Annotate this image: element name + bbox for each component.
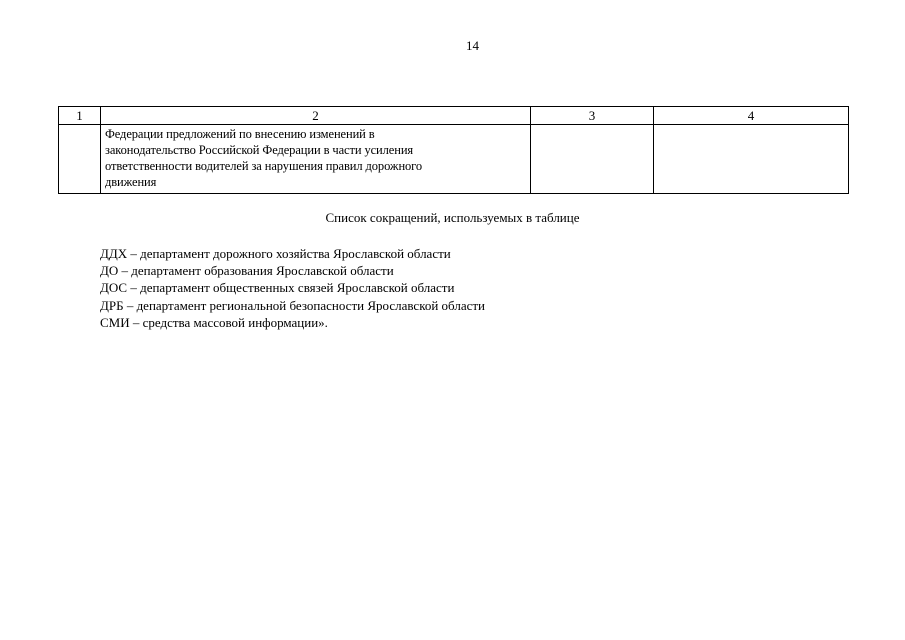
column-header: 3 xyxy=(531,107,654,125)
column-header: 2 xyxy=(101,107,531,125)
column-header: 4 xyxy=(654,107,849,125)
table-cell xyxy=(654,125,849,194)
abbreviation-item: ДДХ – департамент дорожного хозяйства Ярославской области xyxy=(100,246,451,261)
table-header-row xyxy=(59,107,849,125)
abbreviations-title: Список сокращений, используемых в таблице xyxy=(325,210,580,225)
column-header: 1 xyxy=(59,107,101,125)
table-cell xyxy=(101,125,531,194)
abbreviations-list xyxy=(100,245,485,331)
table-cell xyxy=(59,125,101,194)
cell-text xyxy=(654,125,848,126)
abbreviation-item: ДО – департамент образования Ярославской области xyxy=(100,263,394,279)
cell-text xyxy=(531,125,653,126)
table-row xyxy=(59,125,849,194)
abbreviation-item: ДРБ – департамент региональной безопасности Ярославской области xyxy=(100,297,486,313)
table-cell xyxy=(531,125,654,194)
measures-table xyxy=(58,106,849,194)
page-number: 14 xyxy=(466,38,479,53)
abbreviation-item: ДОС – департамент общественных связей Ярославской области xyxy=(100,280,455,296)
abbreviation-item: СМИ – средства массовой информации». xyxy=(100,314,328,330)
cell-text xyxy=(59,125,100,126)
cell-text: Федерации предложений по внесению изменений в законодательство Российской Федерации в части усиления ответственности водителей за нарушения правил дорожного движения xyxy=(105,127,423,189)
